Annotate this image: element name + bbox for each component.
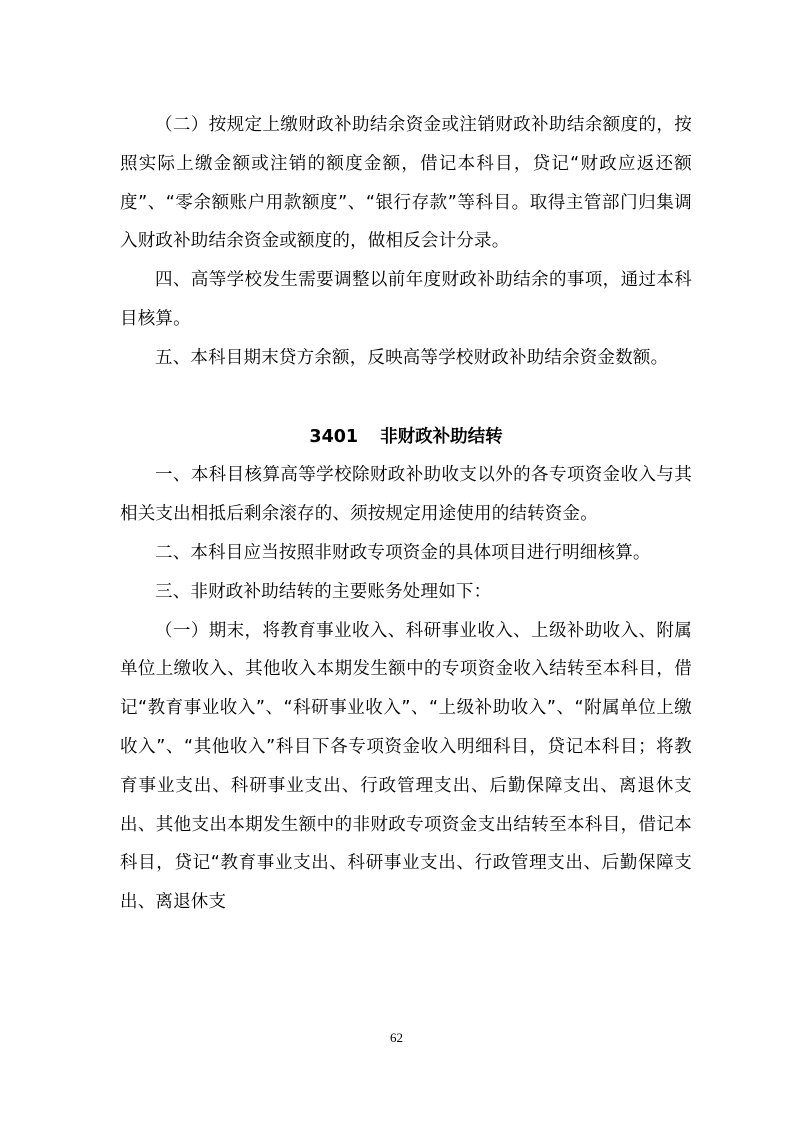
paragraph-adjust-prior-year: 四、高等学校发生需要调整以前年度财政补助结余的事项，通过本科目核算。 [120, 270, 692, 329]
section-gap [120, 378, 692, 418]
paragraph-main-treatment: 三、非财政补助结转的主要账务处理如下： [155, 581, 492, 602]
section-heading [120, 418, 692, 457]
paragraph-return-balance: （二）按规定上缴财政补助结余资金或注销财政补助结余额度的，按照实际上缴金额或注销的额度金额，借记本科目，贷记“财政应返还额度”、“零余额账户用款额度”、“银行存款”等科目。取得主管部门归集调入财政补助结余资金或额度的，做相反会计分录。 [120, 115, 692, 252]
paragraph-detail-accounting: 二、本科目应当按照非财政专项资金的具体项目进行明细核算。 [155, 542, 651, 563]
page-number: 62 [390, 1030, 403, 1045]
account-title: 非财政补助结转 [380, 426, 503, 447]
paragraph-ending-balance: 五、本科目期末贷方余额，反映高等学校财政补助结余资金数额。 [155, 347, 669, 368]
body-text [120, 106, 692, 922]
paragraph-period-end: （一）期末，将教育事业收入、科研事业收入、上级补助收入、附属单位上缴收入、其他收入本期发生额中的专项资金收入结转至本科目，借记“教育事业收入”、“科研事业收入”、“上级补助收入”、“附属单位上缴收入”、“其他收入”科目下各专项资金收入明细科目，贷记本科目；将教育事业支出、科研事业支出、行政管理支出、后勤保障支出、离退休支出、其他支出本期发生额中的非财政专项资金支出结转至本科目，借记本科目，贷记“教育事业支出、科研事业支出、行政管理支出、后勤保障支出、离退休支 [120, 620, 692, 913]
paragraph-scope: 一、本科目核算高等学校除财政补助收支以外的各专项资金收入与其相关支出相抵后剩余滚存的、须按规定用途使用的结转资金。 [120, 465, 692, 525]
account-code: 3401 [309, 426, 359, 447]
